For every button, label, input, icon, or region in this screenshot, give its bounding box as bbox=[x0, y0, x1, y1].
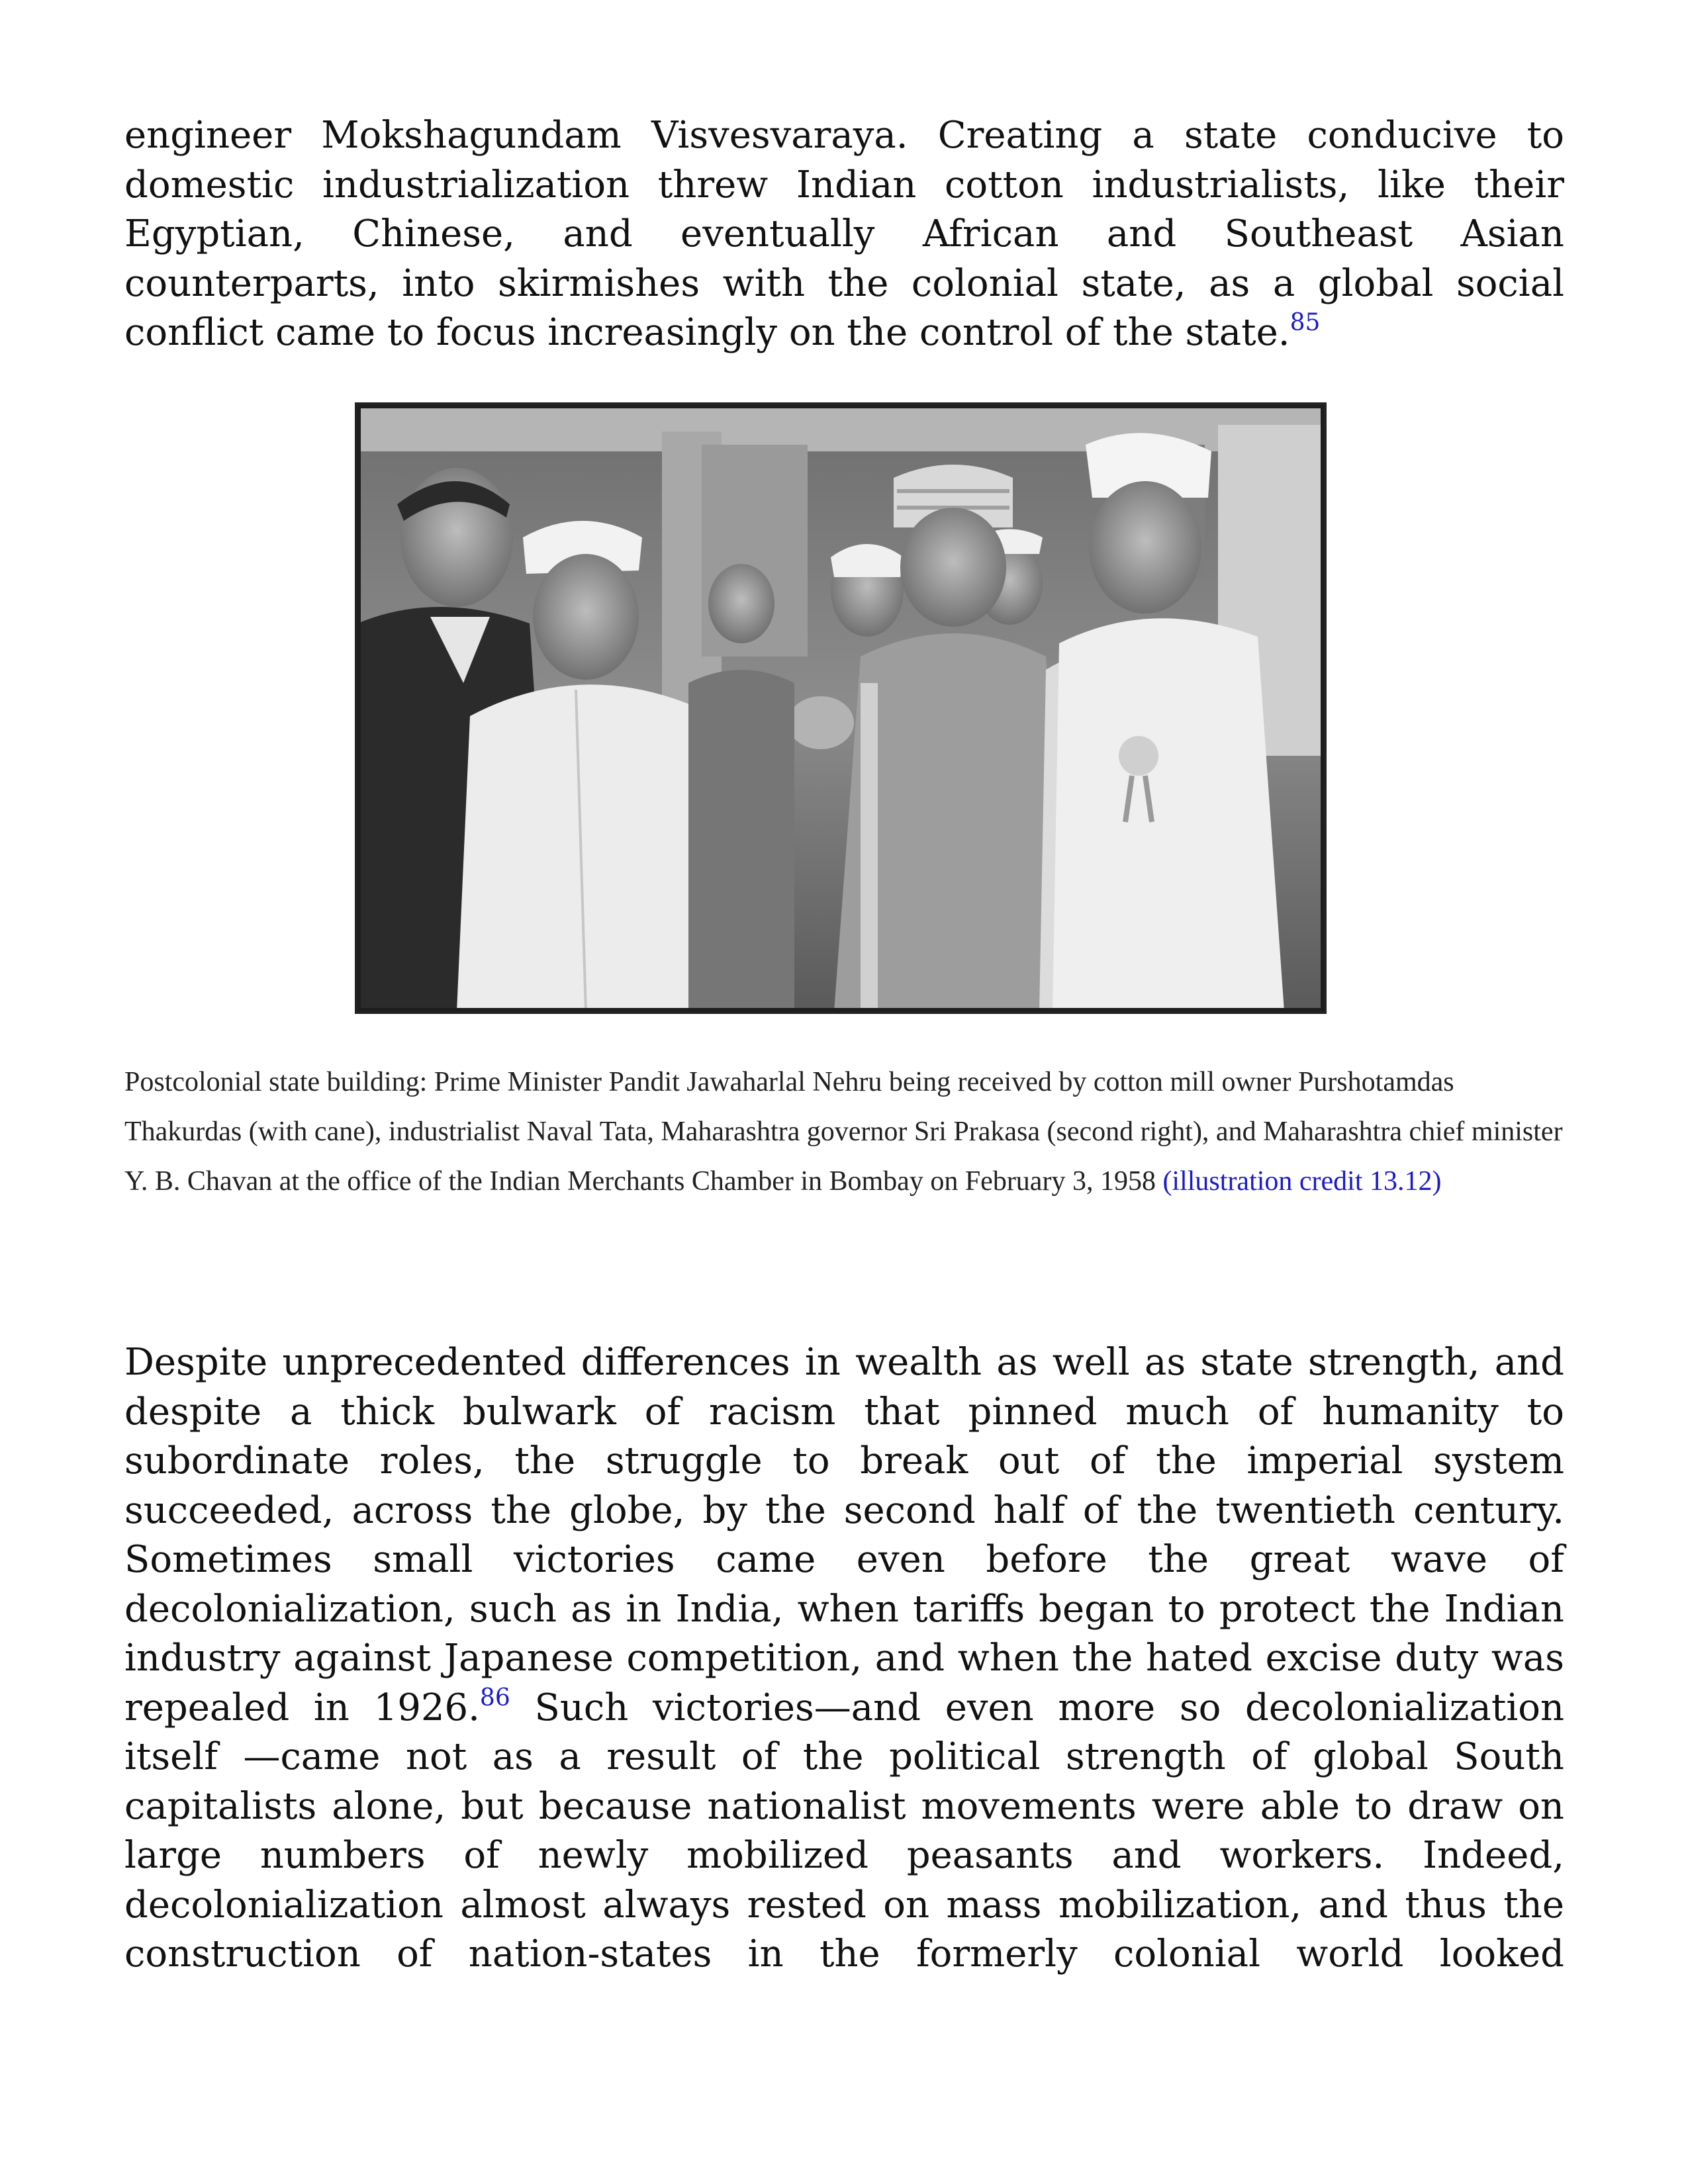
bottom-paragraph bbox=[124, 1338, 1564, 1979]
photo-illustration bbox=[357, 405, 1324, 1011]
top-paragraph bbox=[124, 111, 1564, 358]
historical-photograph bbox=[355, 402, 1327, 1014]
top-paragraph-text: engineer Mokshagundam Visvesvaraya. Creating a state conducive to domestic industrialization threw Indian cotton industrialists, like their Egyptian, Chinese, and eventually African and Southeast Asian counterparts, into skirmishes with the colonial state, as a global social conflict came to focus increasingly on the control of the state. bbox=[124, 114, 1564, 354]
footnote-link-85[interactable]: 85 bbox=[1289, 309, 1321, 336]
bottom-paragraph-text-2: Such victories—and even more so decolonialization itself —came not as a result of the political strength of global South capitalists alone, but because nationalist movements were able to draw on large numbers of newly mobilized peasants and workers. Indeed, decolonialization almost always rested on mass mobilization, and thus the construction of nation-states in the formerly colonial world looked bbox=[124, 1686, 1565, 1976]
caption-text: Postcolonial state building: Prime Minister Pandit Jawaharlal Nehru being received by cotton mill owner Purshotamdas Thakurdas (with cane), industrialist Naval Tata, Maharashtra governor Sri Prakasa (second right), and Maharashtra chief minister Y. B. Chavan at the office of the Indian Merchants Chamber in Bombay on February 3, 1958 bbox=[124, 1067, 1563, 1197]
footnote-link-86[interactable]: 86 bbox=[479, 1684, 510, 1711]
bottom-paragraph-text-1: Despite unprecedented differences in wealth as well as state strength, and despite a thick bulwark of racism that pinned much of humanity to subordinate roles, the struggle to break out of the imperial system succeeded, across the globe, by the second half of the twentieth century. Sometimes small victories came even before the great wave of decolonialization, such as in India, when tariffs began to protect the Indian industry against Japanese competition, and when the hated excise duty was repealed in 1926. bbox=[124, 1341, 1564, 1729]
figure-caption bbox=[124, 1058, 1564, 1206]
book-page bbox=[124, 0, 1564, 2184]
illustration-credit-link[interactable]: (illustration credit 13.12) bbox=[1162, 1166, 1442, 1197]
